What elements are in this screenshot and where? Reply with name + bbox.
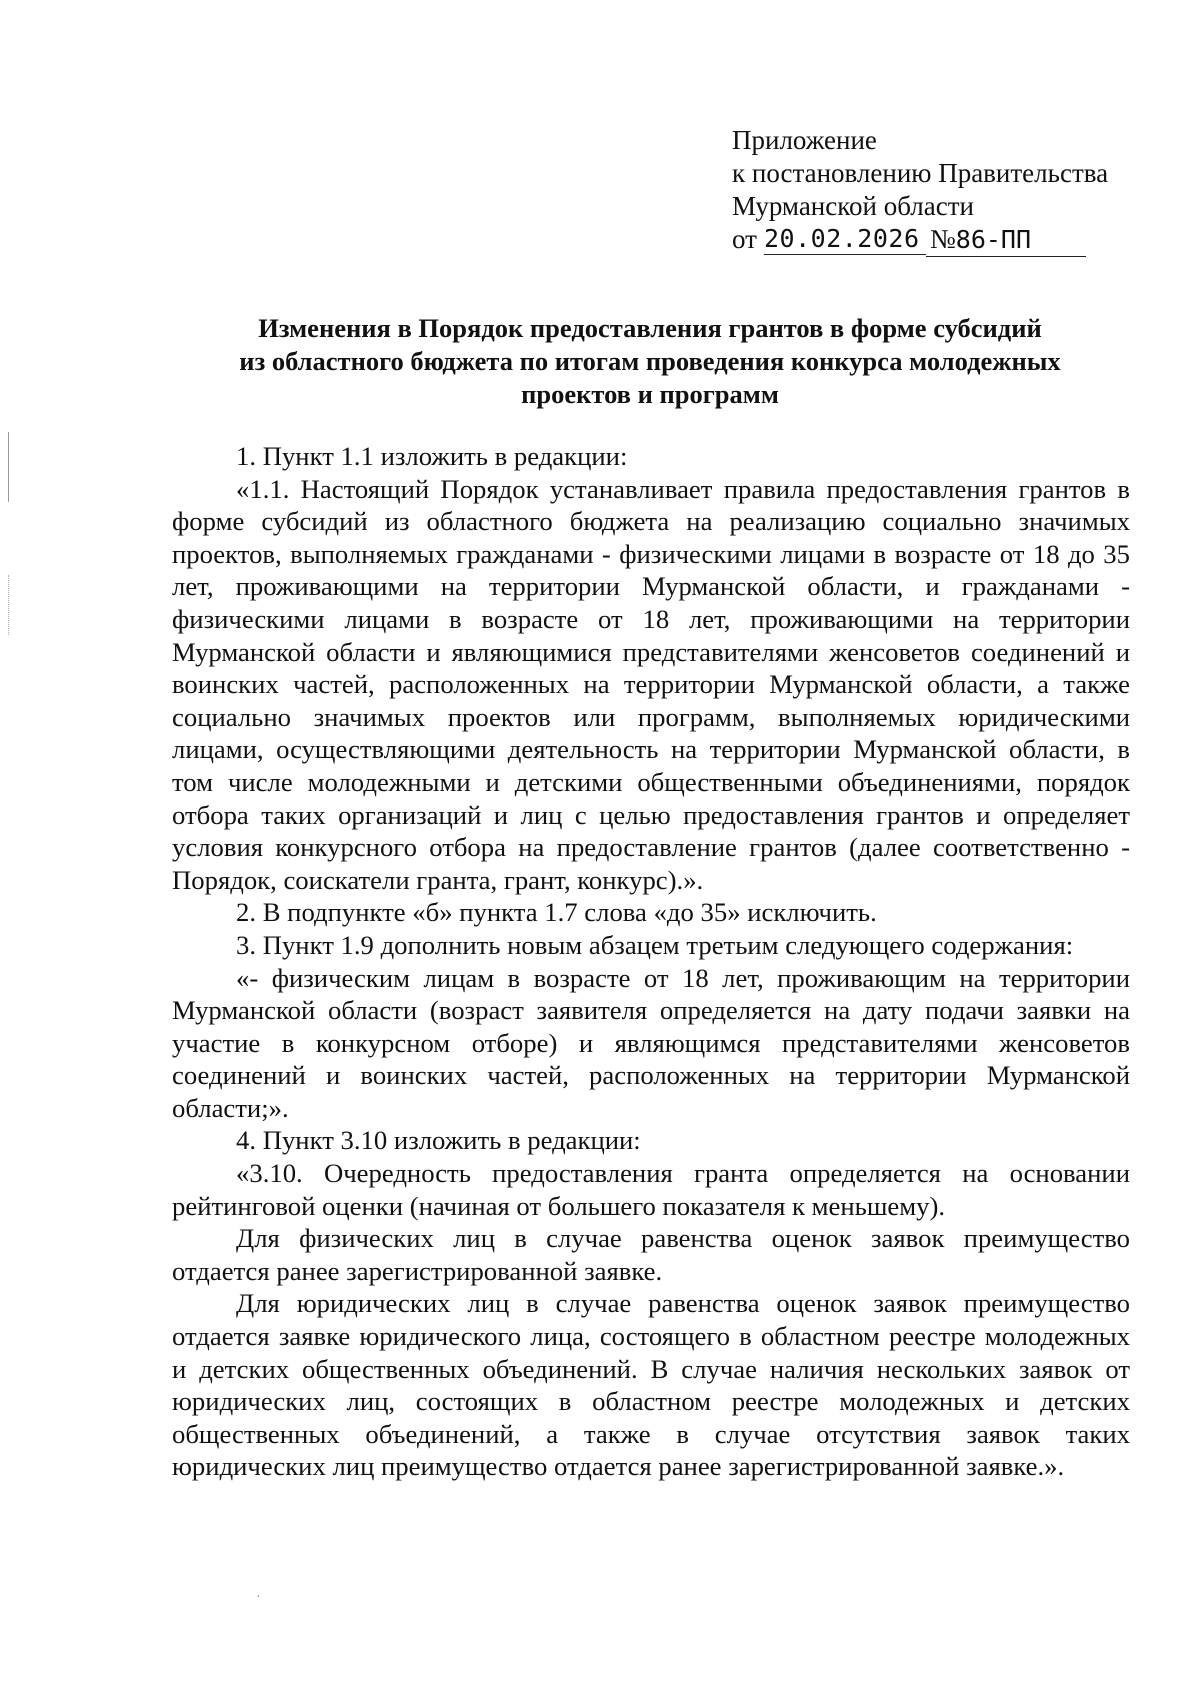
scan-bottom-mark: · <box>256 1590 261 1605</box>
appendix-resolution-ref: к постановлению Правительства <box>732 158 1109 188</box>
paragraph-item-1: 1. Пункт 1.1 изложить в редакции: <box>236 441 628 471</box>
appendix-label: Приложение <box>732 125 877 155</box>
title-line-2: из областного бюджета по итогам проведения конкурса молодежных <box>239 346 1061 376</box>
paragraph-legal-entities: Для юридических лиц в случае равенства оценок заявок преимущество отдается заявке юридического лица, состоящего в областном реестре молодежных и детских общественных объединений. В случае наличия нескольких заявок от юридических лиц, состоящих в областном реестре молодежных и детских общественных объединений, а также в случае отсутствия заявок таких юридических лиц преимущество отдается ранее зарегистрированной заявке.». <box>172 1288 1130 1482</box>
appendix-region: Мурманской области <box>732 191 974 221</box>
paragraph-physical-persons: Для физических лиц в случае равенства оценок заявок преимущество отдается ранее зарегистрированной заявке. <box>172 1223 1130 1286</box>
title-line-1: Изменения в Порядок предоставления грантов в форме субсидий <box>258 313 1042 343</box>
scan-edge-dots <box>8 575 10 635</box>
number-value: 86-ПП <box>955 225 1032 254</box>
title-line-3: проектов и программ <box>521 379 779 409</box>
number-sign: № <box>930 224 956 254</box>
paragraph-item-3: 3. Пункт 1.9 дополнить новым абзацем третьим следующего содержания: <box>236 929 1074 960</box>
resolution-date: 20.02.2026 <box>764 224 926 255</box>
resolution-number <box>926 223 1086 257</box>
paragraph-quote-3-10: «3.10. Очередность предоставления гранта определяется на основании рейтинговой оценки (начиная от большего показателя к меньшему). <box>172 1158 1130 1221</box>
paragraph-item-2: 2. В подпункте «б» пункта 1.7 слова «до 35» исключить. <box>236 897 877 928</box>
paragraph-quote-1-1: «1.1. Настоящий Порядок устанавливает правила предоставления грантов в форме субсидий из областного бюджета на реализацию социально значимых проектов, выполняемых гражданами - физическими лицами в возрасте от 18 до 35 лет, проживающими на территории Мурманской области, и гражданами - физическими лицами в возрасте от 18 лет, проживающими на территории Мурманской области и являющимися представителями женсоветов соединений и воинских частей, расположенных на территории Мурманской области, а также социально значимых проектов или программ, выполняемых юридическими лицами, осуществляющими деятельность на территории Мурманской области, в том числе молодежными и детскими общественными объединениями, порядок отбора таких организаций и лиц с целью предоставления грантов и определяет условия конкурсного отбора на предоставление грантов (далее соответственно - Порядок, соискатели гранта, грант, конкурс).». <box>172 473 1130 895</box>
scan-edge-mark <box>8 432 9 502</box>
appendix-header <box>732 124 1132 259</box>
appendix-date-number-line <box>732 223 1132 259</box>
paragraph-quote-item-3: «- физическим лицам в возрасте от 18 лет, проживающим на территории Мурманской области (возраст заявителя определяется на дату подачи заявки на участие в конкурсном отборе) и являющимся представителями женсоветов соединений и воинских частей, расположенных на территории Мурманской области;». <box>172 962 1130 1123</box>
document-title <box>170 312 1130 411</box>
date-prefix: от <box>732 224 757 254</box>
document-body <box>172 440 1130 1483</box>
paragraph-item-4: 4. Пункт 3.10 изложить в редакции: <box>236 1125 641 1156</box>
